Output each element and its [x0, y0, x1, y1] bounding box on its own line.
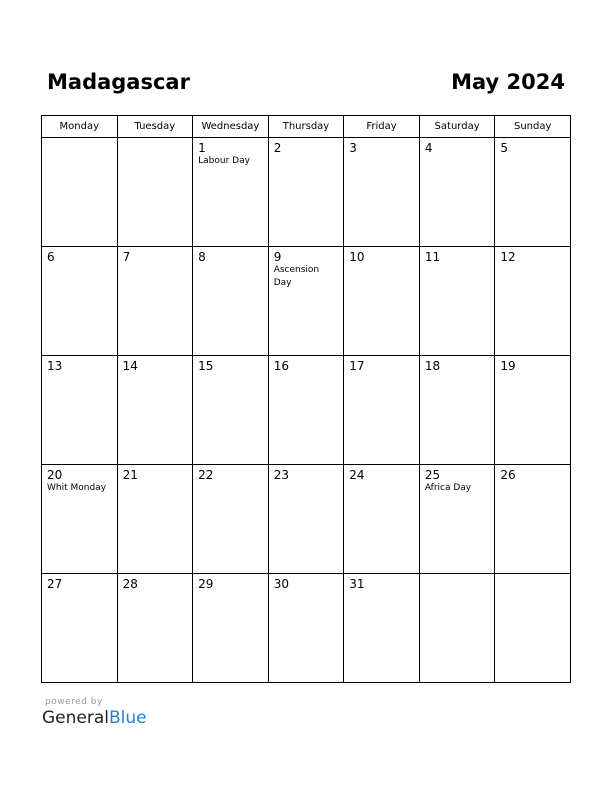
day-number: 6 — [47, 250, 55, 264]
week-row — [42, 356, 571, 465]
day-number: 25 — [424, 468, 441, 482]
day-number: 27 — [47, 577, 63, 591]
week-row — [42, 574, 571, 683]
day-number: 17 — [349, 359, 365, 373]
day-cell — [193, 247, 269, 356]
day-number: 16 — [273, 359, 289, 373]
day-cell — [344, 465, 420, 574]
day-cell — [42, 574, 118, 683]
day-cell — [268, 574, 344, 683]
day-number: 30 — [273, 577, 289, 591]
day-number: 18 — [424, 359, 441, 373]
day-number: 13 — [47, 359, 63, 373]
day-cell — [268, 356, 344, 465]
day-cell — [193, 574, 269, 683]
day-number: 23 — [273, 468, 289, 482]
day-cell — [495, 247, 571, 356]
day-cell — [42, 356, 118, 465]
holiday-label: Labour Day — [198, 156, 250, 166]
country-title: Madagascar — [47, 70, 190, 94]
holiday-label: Whit Monday — [47, 483, 107, 493]
logo-blue-text: Blue — [109, 708, 147, 728]
day-cell — [193, 356, 269, 465]
day-number: 8 — [198, 250, 206, 264]
day-cell — [42, 465, 118, 574]
day-number: 15 — [198, 359, 214, 373]
day-cell — [495, 465, 571, 574]
day-cell — [344, 356, 420, 465]
day-cell — [42, 247, 118, 356]
day-cell — [117, 138, 193, 247]
day-cell — [117, 574, 193, 683]
holiday-label: Ascension Day — [273, 265, 320, 288]
weekday-header: Saturday — [419, 116, 495, 138]
week-row — [42, 138, 571, 247]
day-cell — [419, 356, 495, 465]
powered-by-label: powered by — [45, 697, 103, 707]
day-number: 31 — [349, 577, 365, 591]
day-number: 21 — [122, 468, 138, 482]
month-title: May 2024 — [451, 70, 565, 94]
weekday-header: Sunday — [495, 116, 571, 138]
day-number: 4 — [424, 141, 433, 155]
day-number: 29 — [198, 577, 214, 591]
day-cell — [419, 247, 495, 356]
day-number: 20 — [47, 468, 63, 482]
holiday-label: Africa Day — [424, 483, 472, 493]
day-number: 19 — [500, 359, 516, 373]
generalblue-logo[interactable] — [42, 708, 147, 728]
calendar-grid — [41, 115, 571, 683]
weekday-header-row — [42, 116, 571, 138]
day-cell — [344, 574, 420, 683]
day-number: 3 — [349, 141, 357, 155]
day-cell — [117, 356, 193, 465]
day-cell — [495, 356, 571, 465]
week-row — [42, 465, 571, 574]
day-cell — [495, 574, 571, 683]
day-cell — [268, 247, 344, 356]
day-number: 10 — [349, 250, 365, 264]
day-cell — [268, 465, 344, 574]
day-number: 26 — [500, 468, 516, 482]
day-cell — [344, 138, 420, 247]
day-cell — [193, 465, 269, 574]
day-cell — [117, 465, 193, 574]
day-cell — [193, 138, 269, 247]
weekday-header: Friday — [344, 116, 420, 138]
day-number: 1 — [198, 141, 206, 155]
day-cell — [344, 247, 420, 356]
day-number: 28 — [122, 577, 138, 591]
day-number: 2 — [273, 141, 282, 155]
weekday-header: Monday — [42, 116, 118, 138]
day-number: 24 — [349, 468, 365, 482]
day-cell — [419, 574, 495, 683]
day-number: 11 — [424, 250, 441, 264]
day-cell — [117, 247, 193, 356]
weekday-header: Thursday — [268, 116, 344, 138]
weekday-header: Wednesday — [193, 116, 269, 138]
day-number: 22 — [198, 468, 214, 482]
day-cell — [42, 138, 118, 247]
logo-general-text: General — [42, 708, 109, 728]
day-number: 5 — [500, 141, 509, 155]
weekday-header: Tuesday — [117, 116, 193, 138]
day-cell — [268, 138, 344, 247]
day-cell — [495, 138, 571, 247]
day-number: 7 — [122, 250, 131, 264]
day-number: 12 — [500, 250, 516, 264]
day-cell — [419, 138, 495, 247]
day-number: 9 — [273, 250, 282, 264]
day-cell — [419, 465, 495, 574]
week-row — [42, 247, 571, 356]
day-number: 14 — [122, 359, 138, 373]
